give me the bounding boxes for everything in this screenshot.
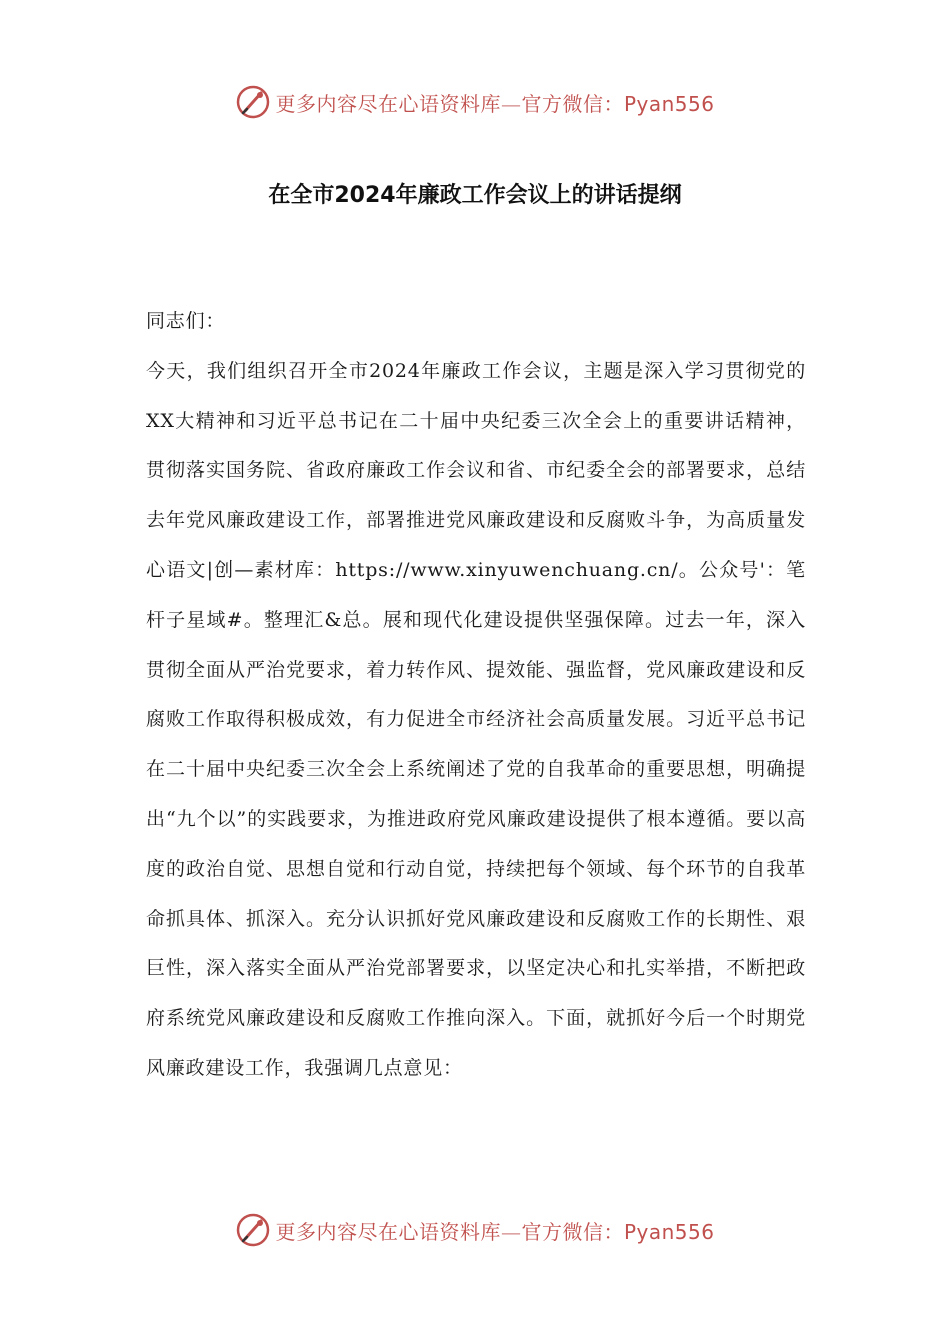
banner-wechat: 官方微信：Pyan556 xyxy=(521,91,715,116)
body-paragraph: 今天，我们组织召开全市2024年廉政工作会议，主题是深入学习贯彻党的XX大精神和习近平总书记在二十届中央纪委三次全会上的重要讲话精神，贯彻落实国务院、省政府廉政工作会议和省、市纪委全会的部署要求，总结去年党风廉政建设工作，部署推进党风廉政建设和反腐败斗争，为高质量发心语文|创—素材库：https://www.xinyuwenchuang.cn/。公众号'：笔杆子星域#。整理汇&总。展和现代化建设提供坚强保障。过去一年，深入贯彻全面从严治党要求，着力转作风、提效能、强监督，党风廉政建设和反腐败工作取得积极成效，有力促进全市经济社会高质量发展。习近平总书记在二十届中央纪委三次全会上系统阐述了党的自我革命的重要思想，明确提出“九个以”的实践要求，为推进政府党风廉政建设提供了根本遵循。要以高度的政治自觉、思想自觉和行动自觉，持续把每个领域、每个环节的自我革命抓具体、抓深入。充分认识抓好党风廉政建设和反腐败工作的长期性、艰巨性，深入落实全面从严治党部署要求，以坚定决心和扎实举措，不断把政府系统党风廉政建设和反腐败工作推向深入。下面，就抓好今后一个时期党风廉政建设工作，我强调几点意见： xyxy=(146,359,806,1079)
banner-text: 更多内容尽在心语资料库 xyxy=(275,1219,501,1244)
banner-dash: — xyxy=(500,91,522,116)
banner-dash: — xyxy=(500,1219,522,1244)
pen-logo-icon xyxy=(235,1212,271,1248)
document-title: 在全市2024年廉政工作会议上的讲话提纲 xyxy=(268,183,682,208)
footer-banner xyxy=(0,1210,950,1250)
document-body xyxy=(146,297,806,1094)
pen-logo-icon xyxy=(235,84,271,120)
salutation: 同志们： xyxy=(146,310,226,332)
banner-text: 更多内容尽在心语资料库 xyxy=(275,91,501,116)
banner-wechat: 官方微信：Pyan556 xyxy=(521,1219,715,1244)
header-banner xyxy=(0,82,950,122)
